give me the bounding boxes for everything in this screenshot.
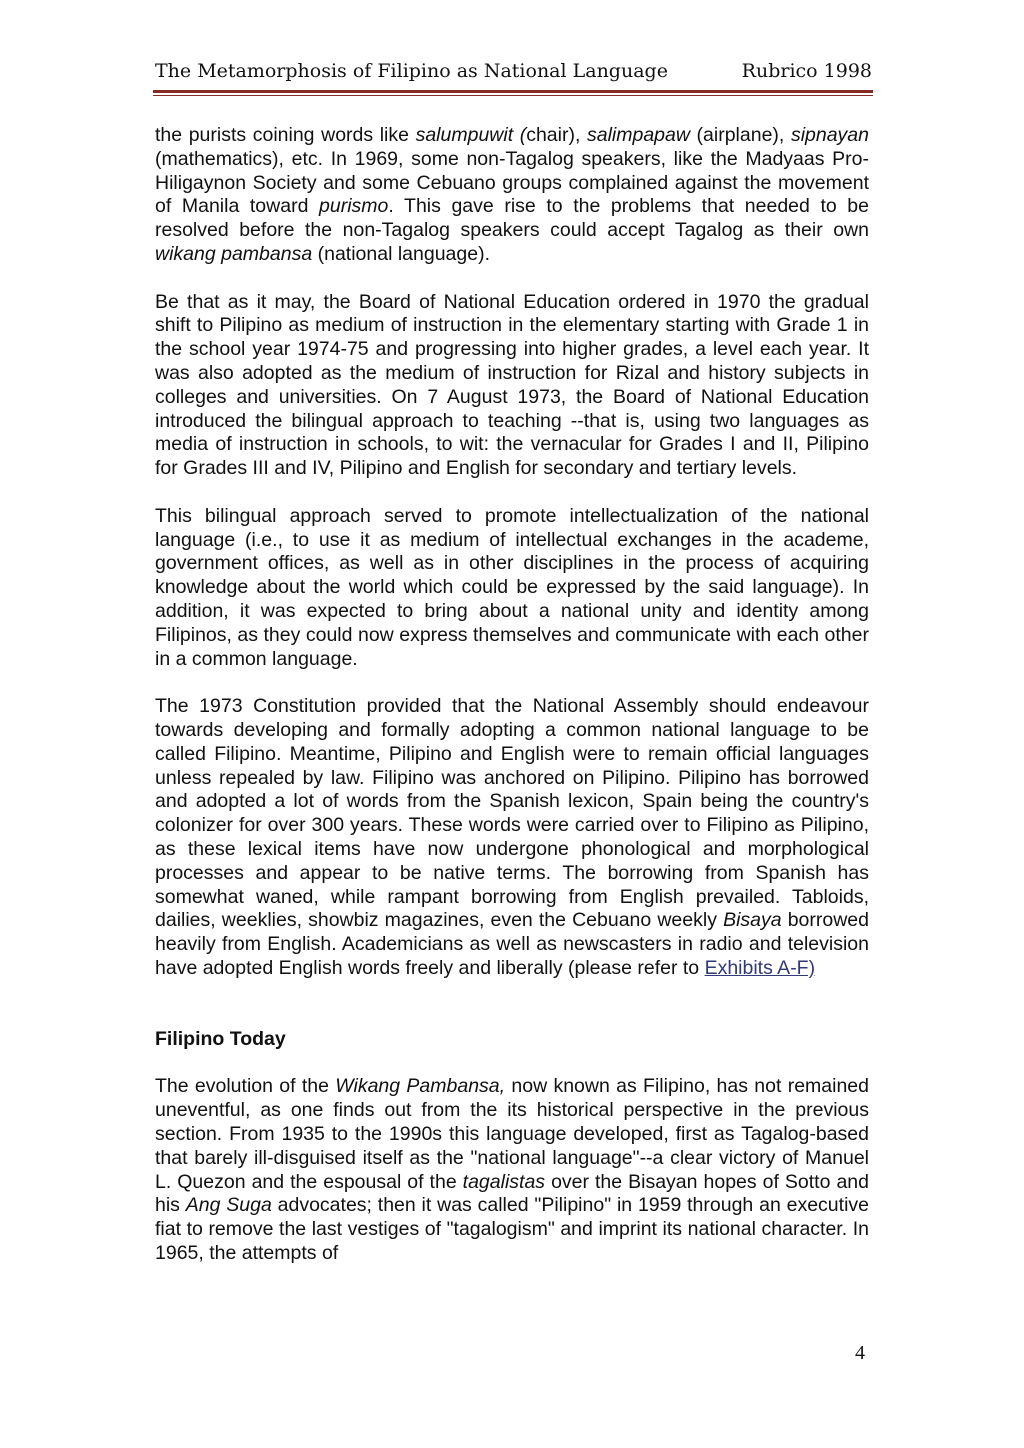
italic-term: Wikang Pambansa,	[335, 1075, 506, 1098]
header-rule-thick	[153, 90, 873, 93]
italic-term: tagalistas	[462, 1170, 546, 1193]
text-run: . This gave rise to the problems that needed to be resolved before the non-Tagalog speakers could accept Tagalog as their own	[155, 195, 869, 242]
italic-term: Bisaya	[723, 909, 782, 932]
italic-term: sipnayan	[790, 124, 869, 146]
text-run: chair),	[526, 124, 587, 146]
text-run: (airplane),	[689, 124, 791, 146]
text-run: over the Bisayan hopes of Sotto and his	[155, 1170, 869, 1217]
text-run: The 1973 Constitution provided that the National Assembly should endeavour towards developing and formally adopting a common national language to be called Filipino. Meantime, Pilipino and English were to remain official languages unless repealed by law. Filipino was anchored on Pilipino. Pilipino has borrowed and adopted a lot of words from the Spanish lexicon, Spain being the country's colonizer for over 300 years. These words were carried over to Filipino as Pilipino, as these lexical items have now undergone phonological and morphological processes and appear to be native terms. The borrowing from Spanish has somewhat waned, while rampant borrowing from English prevailed. Tabloids, dailies, weeklies, showbiz magazines, even the Cebuano weekly	[155, 695, 869, 932]
text-run: now known as Filipino, has not remained uneventful, as one finds out from the its historical perspective in the previous section. From 1935 to the 1990s this language developed, first as Tagalog-based that barely ill-disguised itself as the "national language"--a clear victory of Manuel L. Quezon and the espousal of the	[155, 1075, 869, 1193]
header-title: The Metamorphosis of Filipino as National Language	[155, 60, 668, 82]
paragraph-bilingual-approach: This bilingual approach served to promote intellectualization of the national language (i.e., to use it as medium of intellectual exchanges in the academe, government offices, as well as in other disciplines in the process of acquiring knowledge about the world which could be expressed by the said language). In addition, it was expected to bring about a national unity and identity among Filipinos, as they could now express themselves and communicate with each other in a common language.	[155, 504, 869, 670]
body-text	[155, 124, 869, 1290]
exhibits-link[interactable]: Exhibits A-F)	[704, 956, 816, 979]
running-header	[155, 60, 872, 82]
header-author-year: Rubrico 1998	[741, 60, 872, 82]
paragraph-1973-constitution	[155, 695, 869, 981]
italic-term: salimpapaw	[586, 124, 690, 146]
header-rule-thin	[153, 95, 873, 96]
italic-term: wikang pambansa	[155, 242, 313, 265]
text-run: The evolution of the	[155, 1075, 336, 1098]
italic-term: Ang Suga	[185, 1194, 272, 1217]
text-run: (mathematics), etc. In 1969, some non-Tagalog speakers, like the Madyaas Pro-Hiligaynon Society and some Cebuano groups complained against the movement of Manila toward	[155, 147, 869, 218]
text-run: advocates; then it was called "Pilipino" in 1959 through an executive fiat to remove the last vestiges of "tagalogism" and imprint its national character. In 1965, the attempts of	[155, 1194, 869, 1265]
paragraph-evolution	[155, 1075, 869, 1265]
text-run: borrowed heavily from English. Academicians as well as newscasters in radio and television have adopted English words freely and liberally (please refer to	[155, 909, 869, 979]
text-run: the purists coining words like	[155, 124, 416, 146]
section-heading: Filipino Today	[155, 1027, 286, 1050]
page-number: 4	[855, 1342, 865, 1364]
italic-term: salumpuwit (	[415, 124, 527, 146]
paragraph-purists	[155, 124, 869, 267]
paragraph-board-of-education: Be that as it may, the Board of National Education ordered in 1970 the gradual shift to Pilipino as medium of instruction in the elementary starting with Grade 1 in the school year 1974-75 and progressing into higher grades, a level each year. It was also adopted as the medium of instruction for Rizal and history subjects in colleges and universities. On 7 August 1973, the Board of National Education introduced the bilingual approach to teaching --that is, using two languages as media of instruction in schools, to wit: the vernacular for Grades I and II, Pilipino for Grades III and IV, Pilipino and English for secondary and tertiary levels.	[155, 290, 869, 480]
italic-term: purismo	[319, 195, 389, 218]
text-run: (national language).	[312, 242, 490, 265]
